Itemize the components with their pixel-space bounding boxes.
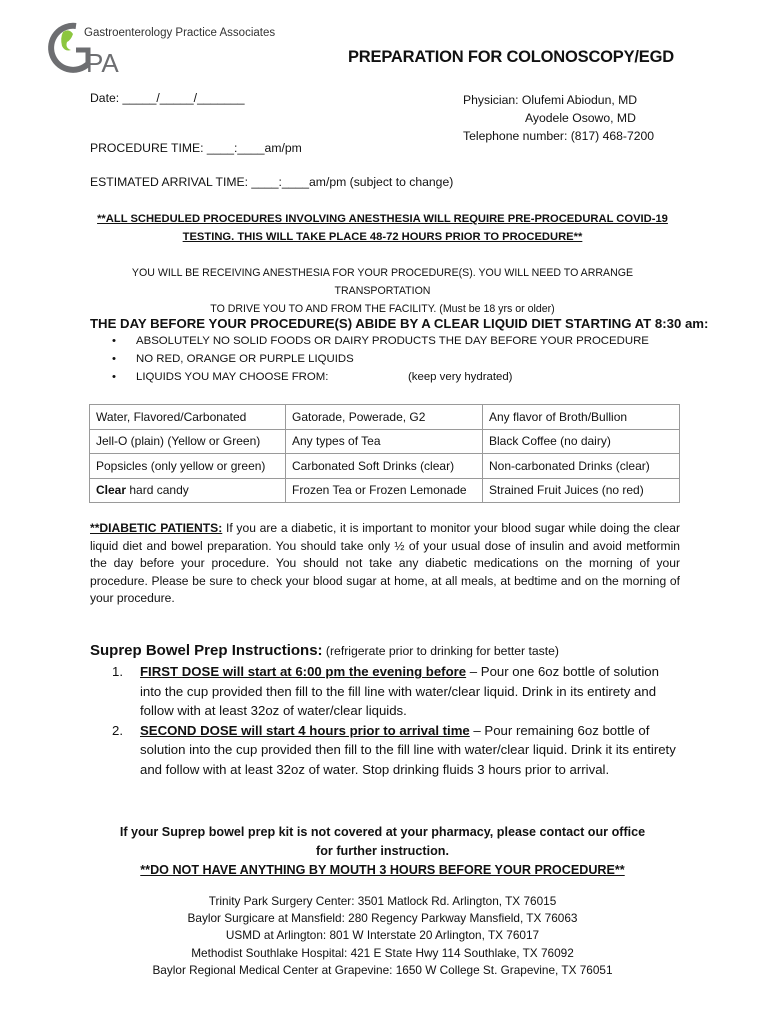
telephone-line: Telephone number: (817) 468-7200 bbox=[463, 129, 655, 143]
covid-notice bbox=[85, 210, 680, 246]
anesthesia-line-1: YOU WILL BE RECEIVING ANESTHESIA FOR YOUR PROCEDURE(S). YOU WILL NEED TO ARRANGE TRANSPORTATION bbox=[131, 267, 634, 297]
table-row bbox=[90, 429, 680, 454]
candy-rest: hard candy bbox=[126, 483, 189, 498]
table-cell: Water, Flavored/Carbonated bbox=[90, 405, 286, 430]
suprep-steps bbox=[112, 662, 682, 779]
step-lead: SECOND DOSE will start 4 hours prior to arrival time bbox=[140, 722, 470, 738]
covid-line-1: **ALL SCHEDULED PROCEDURES INVOLVING ANESTHESIA WILL REQUIRE PRE-PROCEDURAL COVID-19 bbox=[97, 213, 668, 225]
candy-bold: Clear bbox=[96, 483, 127, 498]
bullet-item-text: LIQUIDS YOU MAY CHOOSE FROM: bbox=[136, 370, 329, 383]
location-item: USMD at Arlington: 801 W Interstate 20 Arlington, TX 76017 bbox=[225, 928, 540, 943]
diet-bullet-list bbox=[112, 333, 649, 386]
anesthesia-line-2: TO DRIVE YOU TO AND FROM THE FACILITY. (Must be 18 yrs or older) bbox=[210, 303, 555, 315]
suprep-note: (refrigerate prior to drinking for better taste) bbox=[322, 644, 559, 658]
table-cell: Strained Fruit Juices (no red) bbox=[483, 478, 680, 503]
table-cell: Non-carbonated Drinks (clear) bbox=[483, 454, 680, 479]
table-cell: Popsicles (only yellow or green) bbox=[90, 454, 286, 479]
physician-info bbox=[463, 91, 654, 145]
table-cell: Any types of Tea bbox=[286, 429, 483, 454]
bullet-item: • NO RED, ORANGE OR PURPLE LIQUIDS bbox=[112, 351, 649, 369]
physician-line-2: Ayodele Osowo, MD bbox=[525, 111, 636, 125]
bullet-item: • ABSOLUTELY NO SOLID FOODS OR DAIRY PRODUCTS THE DAY BEFORE YOUR PROCEDURE bbox=[112, 333, 649, 351]
diabetic-text: If you are a diabetic, it is important to monitor your blood sugar while doing the clear liquid diet and bowel preparation. You should take only ½ of your usual dose of insulin and avoid metformin the day before your procedure. You should not take any diabetic medications on the morning of your procedure. Please be sure to check your blood sugar at home, at all meals, at bedtime and on the morning of your procedure. bbox=[90, 521, 680, 606]
step-lead: FIRST DOSE will start at 6:00 pm the evening before bbox=[140, 664, 467, 679]
list-item bbox=[112, 662, 682, 721]
diabetic-lead: **DIABETIC PATIENTS: bbox=[90, 521, 223, 535]
suprep-heading-text: Suprep Bowel Prep Instructions: bbox=[90, 642, 323, 659]
clear-liquids-table bbox=[89, 404, 680, 503]
coverage-line-1: If your Suprep bowel prep kit is not covered at your pharmacy, please contact our office bbox=[119, 825, 646, 839]
bullet-item bbox=[112, 369, 649, 387]
covid-line-2: TESTING. THIS WILL TAKE PLACE 48-72 HOURS PRIOR TO PROCEDURE** bbox=[182, 231, 583, 243]
table-row bbox=[90, 405, 680, 430]
location-item: Baylor Regional Medical Center at Grapevine: 1650 W College St. Grapevine, TX 76051 bbox=[152, 962, 613, 977]
location-item: Baylor Surgicare at Mansfield: 280 Regency Parkway Mansfield, TX 76063 bbox=[187, 911, 578, 926]
clear-liquid-heading: THE DAY BEFORE YOUR PROCEDURE(S) ABIDE BY A CLEAR LIQUID DIET STARTING AT 8:30 am: bbox=[90, 316, 709, 331]
location-item: Trinity Park Surgery Center: 3501 Matlock Rd. Arlington, TX 76015 bbox=[208, 894, 557, 908]
date-field: Date: _____/_____/_______ bbox=[90, 91, 245, 105]
diabetic-paragraph bbox=[90, 520, 680, 608]
table-cell: Any flavor of Broth/Bullion bbox=[483, 405, 680, 430]
table-cell: Gatorade, Powerade, G2 bbox=[286, 405, 483, 430]
org-name: Gastroenterology Practice Associates bbox=[84, 27, 276, 39]
locations-list bbox=[85, 893, 680, 979]
table-row bbox=[90, 454, 680, 479]
table-cell: Carbonated Soft Drinks (clear) bbox=[286, 454, 483, 479]
table-cell bbox=[90, 478, 286, 503]
physician-line-1: Physician: Olufemi Abiodun, MD bbox=[463, 93, 638, 107]
table-cell: Frozen Tea or Frozen Lemonade bbox=[286, 478, 483, 503]
table-row bbox=[90, 478, 680, 503]
step-text: – Pour one 6oz bottle of solution into the cup provided then fill to the fill line with water/clear liquid. Drink in its entirety and follow with at least 32oz of water/clear liquids. bbox=[140, 664, 659, 718]
coverage-notice bbox=[85, 823, 680, 880]
svg-text:PA: PA bbox=[86, 48, 119, 74]
table-cell: Black Coffee (no dairy) bbox=[483, 429, 680, 454]
coverage-line-2: for further instruction. bbox=[316, 844, 449, 858]
step-text: – Pour remaining 6oz bottle of solution into the cup provided then fill to the fill line with water/clear liquid. Drink it its entirety and follow with at least 32oz of water. Stop drinking fluids 3 hours prior to arrival. bbox=[140, 722, 676, 777]
location-item: Methodist Southlake Hospital: 421 E State Hwy 114 Southlake, TX 76092 bbox=[191, 945, 574, 960]
suprep-heading bbox=[90, 642, 559, 659]
list-item bbox=[112, 721, 682, 780]
procedure-time-field: PROCEDURE TIME: ____:____am/pm bbox=[90, 141, 302, 155]
step-number: 1. bbox=[112, 664, 123, 679]
anesthesia-notice bbox=[85, 264, 680, 318]
step-number: 2. bbox=[112, 722, 123, 738]
arrival-time-field: ESTIMATED ARRIVAL TIME: ____:____am/pm (subject to change) bbox=[90, 175, 454, 189]
document-title: PREPARATION FOR COLONOSCOPY/EGD bbox=[348, 48, 674, 66]
table-cell: Jell-O (plain) (Yellow or Green) bbox=[90, 429, 286, 454]
npo-warning: **DO NOT HAVE ANYTHING BY MOUTH 3 HOURS BEFORE YOUR PROCEDURE** bbox=[140, 863, 625, 877]
hydrate-note: (keep very hydrated) bbox=[408, 370, 513, 383]
